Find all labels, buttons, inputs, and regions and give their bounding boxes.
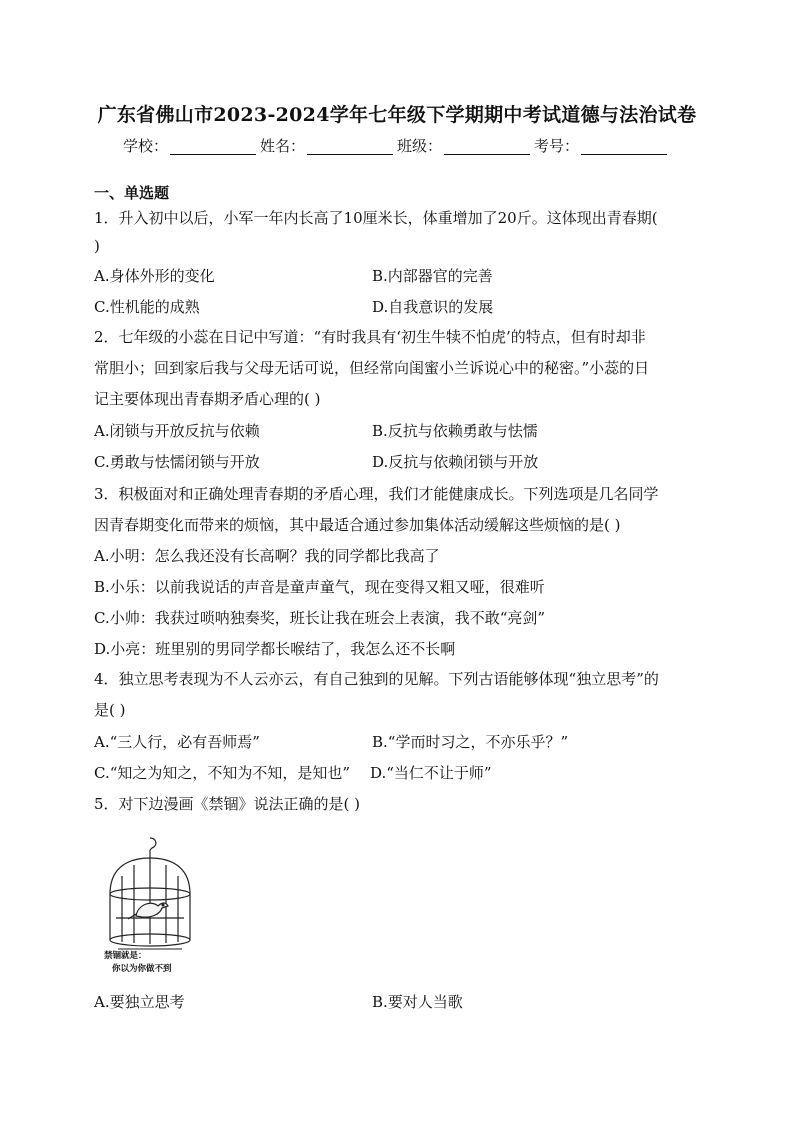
cartoon-caption-line1: 禁锢就是： <box>104 951 147 961</box>
q1-stem-line2: ) <box>94 237 100 255</box>
q2-stem-line1: 2．七年级的小蕊在日记中写道：“有时我具有‘初生牛犊不怕虎’的特点，但有时却非 <box>94 328 646 346</box>
q1-option-d: D.自我意识的发展 <box>372 298 494 316</box>
section-heading: 一、单选题 <box>94 184 170 202</box>
q4-option-b: B.“学而时习之，不亦乐乎？” <box>372 733 569 751</box>
school-blank <box>170 140 256 155</box>
q2-stem-line3: 记主要体现出青春期矛盾心理的( ) <box>94 390 321 408</box>
name-blank <box>307 140 393 155</box>
birdcage-icon <box>100 836 200 976</box>
q4-option-a: A.“三人行，必有吾师焉” <box>94 733 260 751</box>
q4-stem-line2: 是( ) <box>94 701 126 719</box>
school-label: 学校： <box>122 137 168 155</box>
q3-option-a: A.小明：怎么我还没有长高啊？我的同学都比我高了 <box>94 547 440 565</box>
cartoon-caption-line2: 你以为你做不到 <box>112 964 172 974</box>
q4-option-d: D.“当仁不让于师” <box>370 764 492 782</box>
number-label: 考号： <box>534 137 580 155</box>
q1-stem-line1: 1．升入初中以后，小军一年内长高了10厘米长，体重增加了20斤。这体现出青春期( <box>94 209 658 227</box>
q3-option-b: B.小乐：以前我说话的声音是童声童气，现在变得又粗又哑，很难听 <box>94 578 545 596</box>
q4-option-c: C.“知之为知之，不知为不知，是知也” <box>94 764 351 782</box>
q3-option-d: D.小亮：班里别的男同学都长喉结了，我怎么还不长啊 <box>94 640 456 658</box>
number-blank <box>581 140 667 155</box>
exam-title: 广东省佛山市2023-2024学年七年级下学期期中考试道德与法治试卷 <box>97 104 697 126</box>
class-blank <box>444 140 530 155</box>
q1-option-a: A.身体外形的变化 <box>94 267 215 285</box>
q3-stem-line1: 3．积极面对和正确处理青春期的矛盾心理，我们才能健康成长。下列选项是几名同学 <box>94 485 659 503</box>
q1-option-b: B.内部器官的完善 <box>372 267 493 285</box>
class-label: 班级： <box>397 137 443 155</box>
q2-option-a: A.闭锁与开放反抗与依赖 <box>94 422 260 440</box>
q5-stem-line1: 5．对下边漫画《禁锢》说法正确的是( ) <box>94 795 361 813</box>
q2-option-b: B.反抗与依赖勇敢与怯懦 <box>372 422 538 440</box>
q3-stem-line2: 因青春期变化而带来的烦恼，其中最适合通过参加集体活动缓解这些烦恼的是( ) <box>94 516 621 534</box>
birdcage-cartoon <box>100 836 200 976</box>
name-label: 姓名： <box>259 137 305 155</box>
q2-stem-line2: 常胆小；回到家后我与父母无话可说，但经常向闺蜜小兰诉说心中的秘密。”小蕊的日 <box>94 359 650 377</box>
q5-option-a: A.要独立思考 <box>94 993 185 1011</box>
student-info-row <box>0 135 794 156</box>
q5-option-b: B.要对人当歌 <box>372 993 463 1011</box>
q1-option-c: C.性机能的成熟 <box>94 298 200 316</box>
q2-option-c: C.勇敢与怯懦闭锁与开放 <box>94 453 260 471</box>
q3-option-c: C.小帅：我获过唢呐独奏奖，班长让我在班会上表演，我不敢“亮剑” <box>94 609 546 627</box>
q4-stem-line1: 4．独立思考表现为不人云亦云，有自己独到的见解。下列古语能够体现“独立思考”的 <box>94 670 659 688</box>
q2-option-d: D.反抗与依赖闭锁与开放 <box>372 453 539 471</box>
